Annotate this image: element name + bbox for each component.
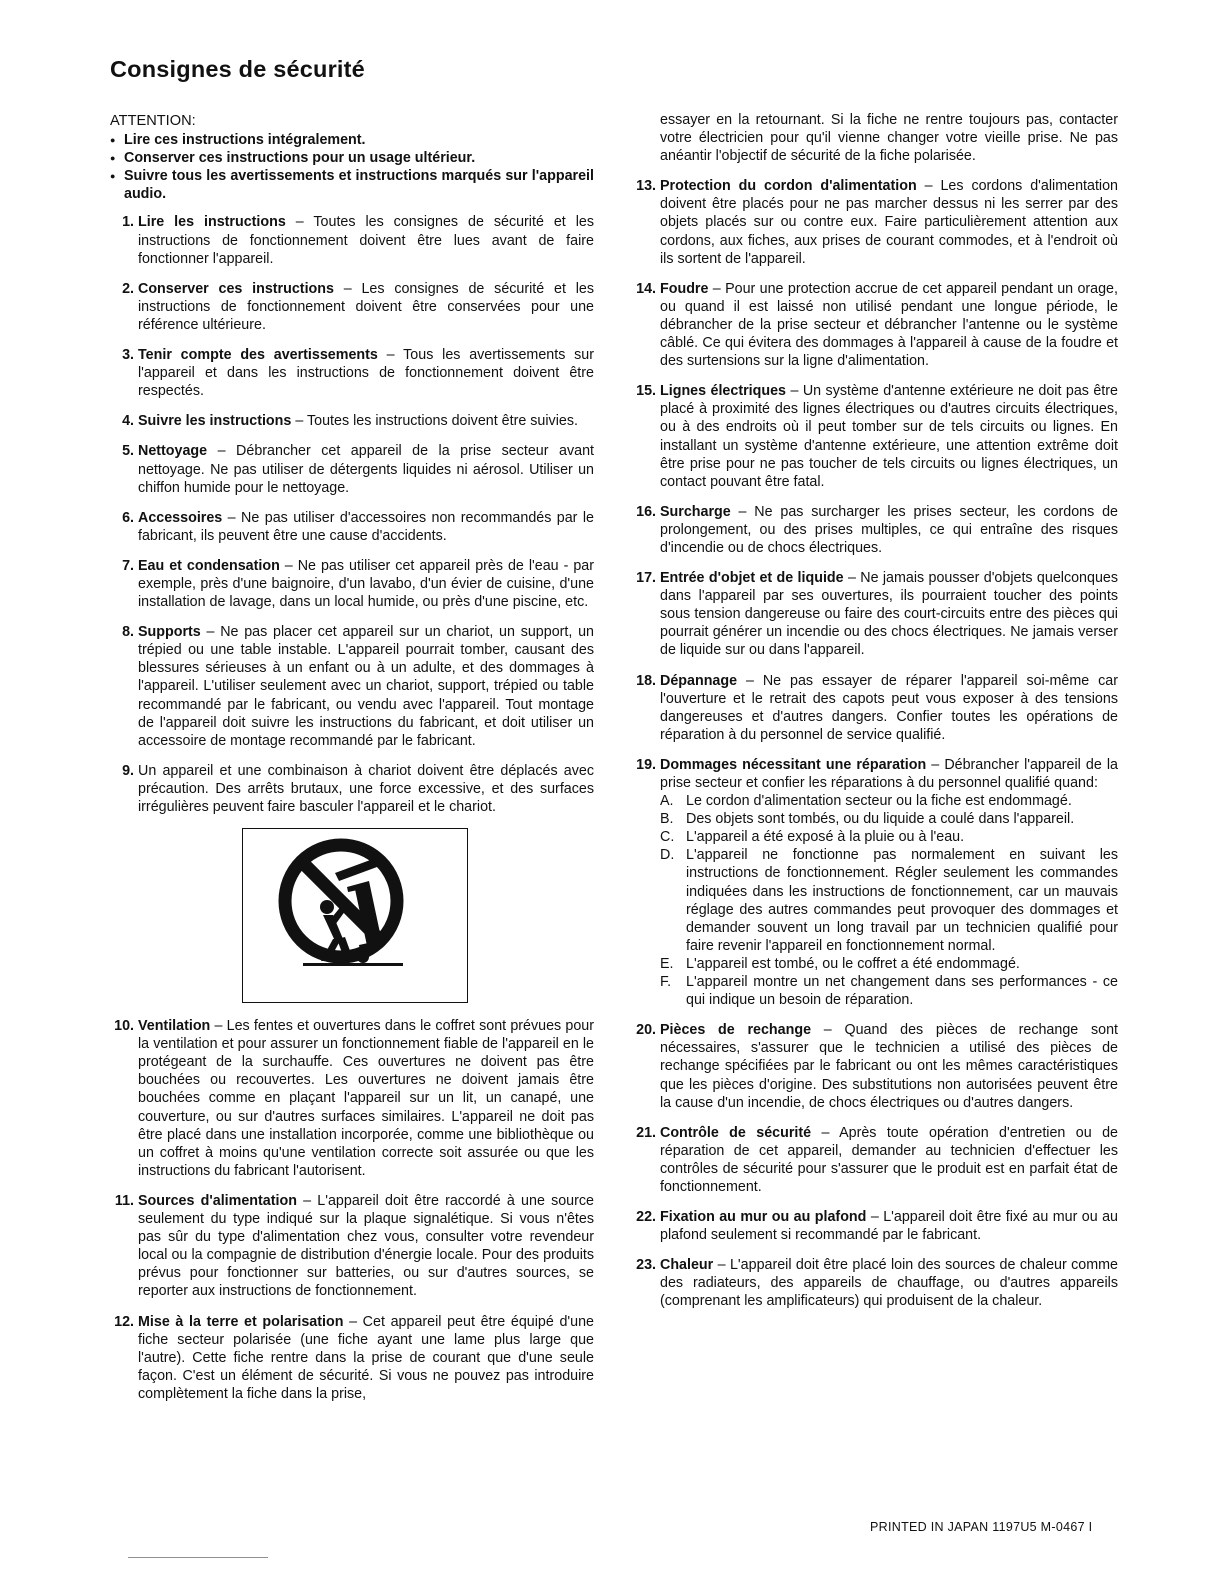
item-title: Lignes électriques: [660, 383, 787, 400]
item-text: – Quand des pièces de rechange sont nécessaires, s'assurer que le technicien a utilisé des pièces de rechange spécifiées par le fabricant ou ont les mêmes caractéristiques que les pièces d'origine. Des substitutions non autorisées peuvent être la cause d'un incendie, de chocs électriques ou d'autres dangers.: [660, 1022, 1118, 1111]
safety-item-9: [110, 762, 594, 816]
safety-item-22: [630, 1208, 1118, 1244]
item-number: 2.: [122, 280, 134, 297]
item-title: Fixation au mur ou au plafond: [660, 1209, 867, 1226]
print-code-footer: PRINTED IN JAPAN 1197U5 M-0467 I: [870, 1520, 1093, 1534]
item-number: 13.: [636, 178, 656, 195]
safety-item-19: [630, 756, 1118, 1009]
safety-item-5: [110, 442, 594, 496]
item-title: Suivre les instructions: [138, 413, 292, 430]
safety-item-18: [630, 672, 1118, 744]
damage-conditions-list: [660, 792, 1118, 1009]
item-text: – Les cordons d'alimentation doivent être placés pour ne pas marcher dessus ni les serrer par des objets placés sur ou contre eux. Faire particulièrement attention aux cordons, aux fiches, aux prises de courant commodes, et à l'endroit où ils sortent de l'appareil.: [660, 178, 1118, 267]
item-text: – Débrancher cet appareil de la prise secteur avant nettoyage. Ne pas utiliser de détergents liquides ni aérosol. Utiliser un chiffon humide pour le nettoyage.: [138, 443, 594, 496]
damage-condition: F. L'appareil montre un net changement dans ses performances - ce qui indique un besoin de réparation.: [660, 974, 1118, 1009]
item-number: 4.: [122, 413, 134, 430]
item-text: – L'appareil doit être fixé au mur ou au plafond seulement si recommandé par le fabricant.: [660, 1209, 1118, 1244]
item-text: – L'appareil doit être raccordé à une source seulement du type indiqué sur la plaque signalétique. Si vous n'êtes pas sûr du type d'alimentation chez vous, consulter votre revendeur local ou la compagnie de distribution d'énergie locale. Pour des produits prévus pour fonctionner sur batteries, ou sur d'autres sources, se reporter aux instructions de fonctionnement.: [138, 1192, 594, 1300]
damage-condition: A. Le cordon d'alimentation secteur ou la fiche est endommagé.: [660, 793, 1072, 810]
item-text: – Ne pas utiliser d'accessoires non recommandés par le fabricant, ils peuvent être une cause d'accidents.: [138, 509, 594, 544]
item-title: Dépannage: [660, 672, 738, 689]
item-text: – Un système d'antenne extérieure ne doit pas être placé à proximité des lignes électriques ou d'autres circuits électriques, ou à des endroits où il peut tomber sur de tels circuits ou lignes. En installant un système d'antenne extérieure, une attention extrême doit être prise pour ne pas toucher de tels circuits ou lignes électriques, un contact pouvant être fatal.: [660, 383, 1118, 490]
attention-bullet: ● Conserver ces instructions pour un usage ultérieur.: [110, 149, 594, 167]
item-text: – Ne jamais pousser d'objets quelconques dans l'appareil par ses ouvertures, ils pourraient toucher des points sous tension dangereuse ou faire des court-circuits entre des pièces qui pourrait générer un incendie ou des chocs électriques. Ne jamais verser de liquide sur ou dans l'appareil.: [660, 570, 1118, 659]
item-text: – Les consignes de sécurité et les instructions de fonctionnement doivent être conservées pour une référence ultérieure.: [138, 280, 594, 333]
item-text: – Ne pas surcharger les prises secteur, les cordons de prolongement, ou des prises multiples, ce qui entraîne des risques d'incendie ou de chocs électriques.: [660, 503, 1118, 556]
item-number: 3.: [122, 347, 134, 364]
item-title: Protection du cordon d'alimentation: [660, 178, 917, 195]
item-title: Surcharge: [660, 503, 731, 520]
attention-list: [110, 131, 594, 203]
item-number: 11.: [114, 1192, 134, 1209]
item-number: 23.: [636, 1257, 656, 1274]
damage-condition: D. L'appareil ne fonctionne pas normalement en suivant les instructions de fonctionnement. Régler seulement les commandes indiquées dans les instructions de fonctionnement, car un mauvais réglage des autres commandes peut provoquer des dommages et demander souvent un long travail par un technicien qualifié pour faire revenir l'appareil en fonctionnement normal.: [660, 847, 1118, 954]
item-text: – Ne pas essayer de réparer l'appareil soi-même car l'ouverture et le retrait des capots peut vous exposer à des tensions dangereuses et d'autres dangers. Confier toutes les opérations de réparation à du personnel de service qualifié.: [660, 672, 1118, 743]
left-column: [110, 112, 594, 1403]
safety-item-1: [110, 213, 594, 267]
item-title: Ventilation: [138, 1018, 211, 1035]
attention-bullet: ● Suivre tous les avertissements et instructions marqués sur l'appareil audio.: [110, 167, 594, 203]
safety-item-14: [630, 280, 1118, 370]
safety-item-8: [110, 623, 594, 750]
right-column: [630, 111, 1118, 1311]
item-text: – Ne pas utiliser cet appareil près de l'eau - par exemple, près d'une baignoire, d'un lavabo, d'un évier de cuisine, d'une installation de lavage, dans un local humide, ou près d'une piscine, etc.: [138, 557, 594, 611]
item-number: 14.: [636, 280, 656, 297]
item-title: Lire les instructions: [138, 214, 286, 231]
item-text: – Cet appareil peut être équipé d'une fiche secteur polarisée (une fiche ayant une lame plus large que l'autre). Cette fiche rentre dans la prise de courant que d'une seule façon. C'est un élément de sécurité. Si vous ne pouvez pas introduire complètement la fiche dans la prise,: [138, 1313, 594, 1402]
attention-bullet: ● Lire ces instructions intégralement.: [110, 131, 594, 149]
item-number: 20.: [636, 1022, 656, 1039]
safety-item-3: [110, 346, 594, 400]
item-title: Supports: [138, 624, 201, 641]
item-text: – Les fentes et ouvertures dans le coffret sont prévues pour la ventilation et pour assurer un fonctionnement fiable de l'appareil en le protégeant de la surchauffe. Ces ouvertures ne doivent pas être bouchées ou recouvertes. Les ouvertures ne doivent jamais être bouchées comme en plaçant l'appareil sur un lit, un canapé, une couverture, ou sur d'autres surfaces similaires. L'appareil ne doit pas être placé dans une installation incorporée, comme une bibliothèque ou un coffret à moins qu'une ventilation correcte soit assurée ou que les instructions du fabricant l'autorisent.: [138, 1018, 594, 1179]
item-title: Tenir compte des avertissements: [138, 347, 378, 364]
item-title: Conserver ces instructions: [138, 280, 334, 297]
item-title: Dommages nécessitant une réparation: [660, 756, 927, 773]
item-title: Sources d'alimentation: [138, 1192, 297, 1209]
safety-item-2: [110, 280, 594, 334]
attention-label: ATTENTION:: [110, 113, 196, 129]
item-text: – Toutes les consignes de sécurité et les instructions de fonctionnement doivent être lues avant de faire fonctionner l'appareil.: [138, 214, 594, 267]
safety-item-12-continued: essayer en la retournant. Si la fiche ne rentre toujours pas, contacter votre électricien pour qu'il vienne changer votre vieille prise. Ne pas anéantir l'objectif de sécurité de la fiche polarisée.: [660, 112, 1118, 165]
item-text: – Toutes les instructions doivent être suivies.: [291, 413, 578, 430]
item-title: Foudre: [660, 280, 709, 297]
cart-warning-figure: [242, 828, 468, 1003]
item-number: 16.: [636, 503, 656, 520]
safety-item-15: [630, 382, 1118, 491]
item-number: 8.: [122, 624, 134, 641]
safety-item-23: [630, 1256, 1118, 1310]
item-title: Contrôle de sécurité: [660, 1124, 812, 1141]
item-text: – Pour une protection accrue de cet appareil pendant un orage, ou quand il est laissé non utilisé pendant une longue période, le débrancher de la prise secteur et débrancher l'antenne ou le système câblé. Ce qui évitera des dommages à l'appareil à cause de la foudre et des surtensions sur la ligne d'alimentation.: [660, 280, 1118, 370]
item-number: 21.: [636, 1124, 656, 1141]
item-text: – L'appareil doit être placé loin des sources de chaleur comme des radiateurs, des appareils de chauffage, ou d'autres appareils (comprenant les amplificateurs) qui produisent de la chaleur.: [660, 1257, 1118, 1310]
safety-item-11: [110, 1192, 594, 1301]
item-title: Eau et condensation: [138, 557, 280, 574]
item-number: 10.: [114, 1018, 134, 1035]
item-text: – Tous les avertissements sur l'appareil et dans les instructions de fonctionnement doivent être respectés.: [138, 347, 595, 400]
safety-item-6: [110, 509, 594, 545]
footer-rule: [128, 1557, 268, 1558]
item-number: 17.: [636, 570, 656, 587]
safety-item-10: [110, 1017, 594, 1180]
safety-item-4: [110, 412, 594, 430]
item-number: 1.: [122, 214, 134, 231]
item-number: 9.: [122, 762, 134, 779]
safety-item-20: [630, 1021, 1118, 1111]
item-title: Accessoires: [138, 509, 223, 526]
cart-tip-over-warning-icon: [243, 829, 467, 1002]
item-number: 12.: [114, 1313, 134, 1330]
item-number: 15.: [636, 383, 656, 400]
damage-condition: B. Des objets sont tombés, ou du liquide a coulé dans l'appareil.: [660, 811, 1075, 828]
item-number: 22.: [636, 1209, 656, 1226]
safety-item-21: [630, 1124, 1118, 1196]
item-number: 19.: [636, 756, 656, 773]
item-number: 18.: [636, 672, 656, 689]
safety-item-13: [630, 177, 1118, 267]
item-number: 5.: [122, 443, 134, 460]
safety-item-17: [630, 569, 1118, 659]
damage-condition: E. L'appareil est tombé, ou le coffret a été endommagé.: [660, 955, 1020, 972]
safety-item-7: [110, 557, 594, 611]
item-number: 6.: [122, 509, 134, 526]
item-title: Mise à la terre et polarisation: [138, 1313, 344, 1330]
safety-item-12: [110, 1313, 594, 1403]
safety-item-16: [630, 503, 1118, 557]
item-title: Pièces de rechange: [660, 1022, 812, 1039]
item-title: Entrée d'objet et de liquide: [660, 570, 844, 587]
item-text: Un appareil et une combinaison à chariot doivent être déplacés avec précaution. Des arrêts brutaux, une force excessive, et des surfaces irrégulières peuvent faire basculer l'appareil et le chariot.: [138, 762, 594, 815]
damage-condition: C. L'appareil a été exposé à la pluie ou à l'eau.: [660, 829, 965, 846]
item-text: – Ne pas placer cet appareil sur un chariot, un support, un trépied ou une table instable. L'appareil pourrait tomber, causant des blessures sérieuses à un enfant ou à un adulte, et des dommages à l'appareil. L'utiliser seulement avec un chariot, support, trépied ou table recommandé par le fabricant, ou vendu avec l'appareil. Tout montage de l'appareil doit suivre les instructions du fabricant, et doit utiliser un accessoire de montage recommandé par le fabricant.: [138, 624, 594, 749]
item-title: Nettoyage: [138, 443, 208, 460]
item-number: 7.: [122, 557, 134, 574]
item-title: Chaleur: [660, 1257, 714, 1274]
item-text: – Après toute opération d'entretien ou de réparation de cet appareil, demander au technicien d'effectuer les contrôles de sécurité pour s'assurer que le produit est en parfait état de fonctionnement.: [660, 1124, 1118, 1195]
item-text: – Débrancher l'appareil de la prise secteur et confier les réparations à du personnel qualifié quand:: [660, 756, 1118, 791]
page-title: Consignes de sécurité: [110, 56, 365, 82]
